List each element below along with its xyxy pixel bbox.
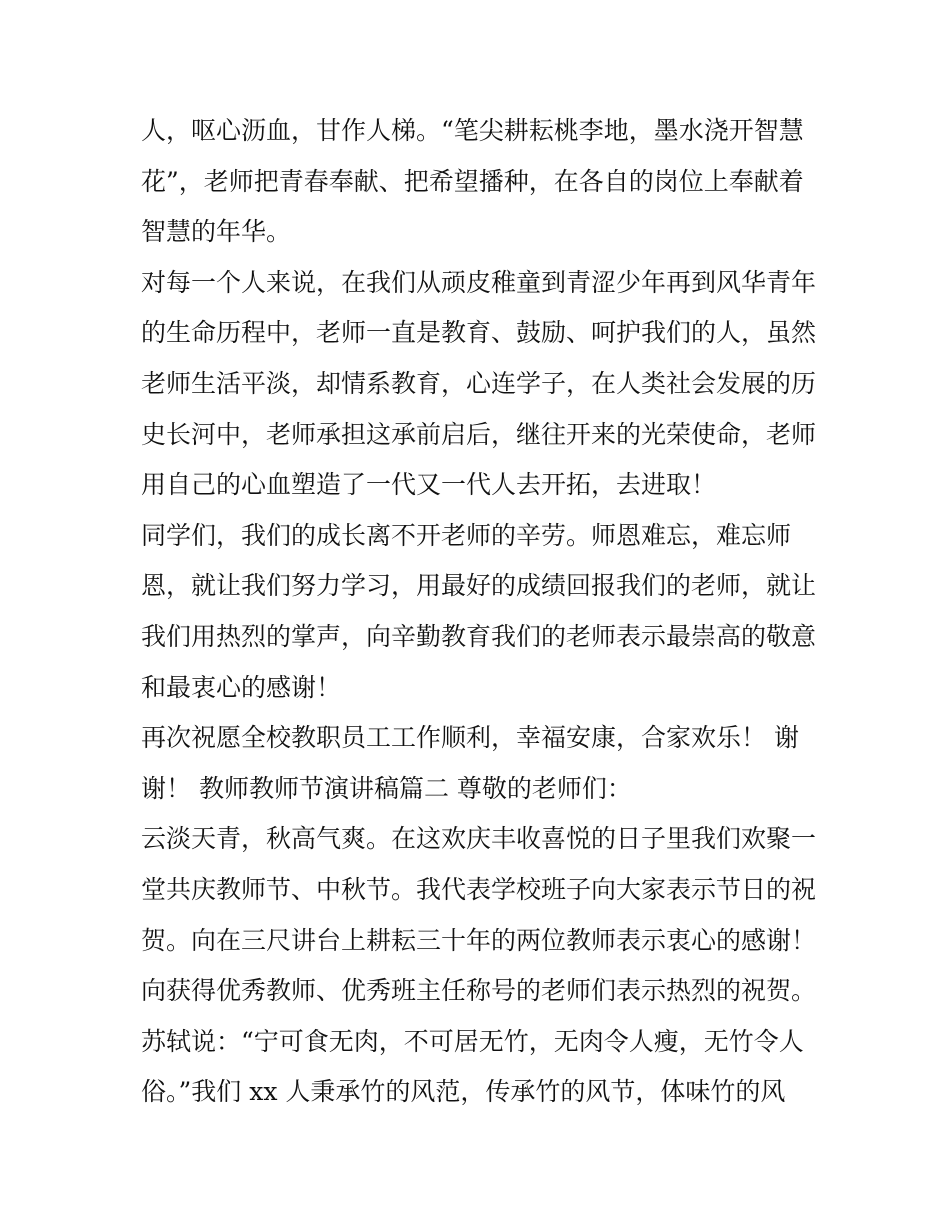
text-line: 堂共庆教师节、中秋节。我代表学校班子向大家表示节日的祝 xyxy=(141,874,817,904)
text-line: 再次祝愿全校教职员工工作顺利，幸福安康，合家欢乐！ 谢 xyxy=(141,723,799,753)
text-line: 云淡天青，秋高气爽。在这欢庆丰收喜悦的日子里我们欢聚一 xyxy=(141,824,817,854)
text-line: 史长河中，老师承担这承前启后，继往开来的光荣使命，老师 xyxy=(141,419,817,449)
text-line: 智慧的年华。 xyxy=(141,217,292,247)
text-line: 花”，老师把青春奉献、把希望播种，在各自的岗位上奉献着 xyxy=(141,166,804,196)
text-line: 的生命历程中，老师一直是教育、鼓励、呵护我们的人，虽然 xyxy=(141,318,817,348)
document-body xyxy=(141,106,821,1118)
text-line: 人，呕心沥血，甘作人梯。“笔尖耕耘桃李地，墨水浇开智慧 xyxy=(141,116,804,145)
text-line: 用自己的心血塑造了一代又一代人去开拓，去进取！ xyxy=(141,470,717,500)
text-line: 和最衷心的感谢！ xyxy=(141,672,342,702)
text-line: 老师生活平淡，却情系教育，心连学子，在人类社会发展的历 xyxy=(141,368,817,398)
text-line: 我们用热烈的掌声，向辛勤教育我们的老师表示最崇高的敬意 xyxy=(141,621,817,651)
text-line: 贺。向在三尺讲台上耕耘三十年的两位教师表示衷心的感谢！ xyxy=(141,925,817,955)
text-line: 向获得优秀教师、优秀班主任称号的老师们表示热烈的祝贺。 xyxy=(141,976,817,1006)
text-line: 谢！ 教师教师节演讲稿篇二 尊敬的老师们： xyxy=(141,773,632,803)
text-line: 恩，就让我们努力学习，用最好的成绩回报我们的老师，就让 xyxy=(141,571,817,601)
text-line: 俗。”我们 xx 人秉承竹的风范，传承竹的风节，体味竹的风 xyxy=(141,1077,786,1107)
text-line: 对每一个人来说，在我们从顽皮稚童到青涩少年再到风华青年 xyxy=(141,267,817,297)
text-line: 苏轼说：“宁可食无肉，不可居无竹，无肉令人瘦，无竹令人 xyxy=(141,1026,804,1056)
text-line: 同学们，我们的成长离不开老师的辛劳。师恩难忘，难忘师 xyxy=(141,520,792,550)
